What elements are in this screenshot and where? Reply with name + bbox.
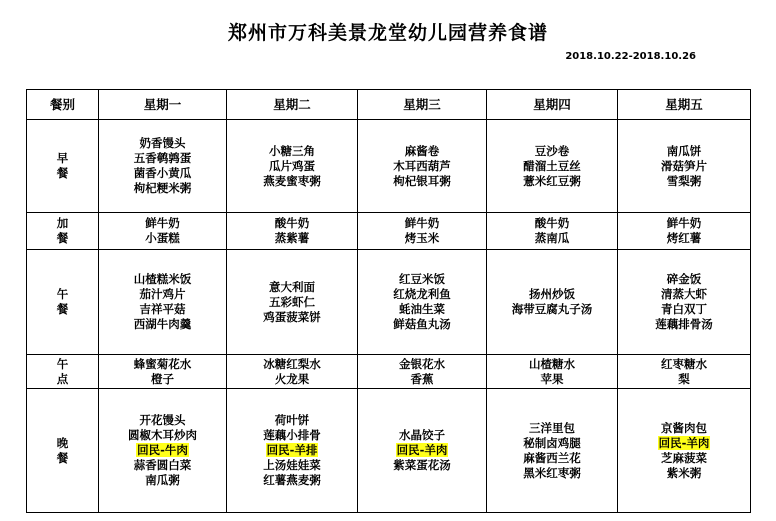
dish-name: 上汤娃娃菜 <box>263 458 321 472</box>
menu-item <box>227 413 357 428</box>
menu-cell <box>99 213 227 250</box>
meal-label <box>27 355 99 389</box>
dish-name: 蒸南瓜 <box>534 231 570 245</box>
dish-name: 苹果 <box>540 371 564 386</box>
menu-cell <box>487 389 618 513</box>
menu-cell <box>358 213 487 250</box>
menu-item <box>487 451 617 466</box>
dish-name: 紫米粥 <box>666 465 702 480</box>
highlighted-dish: 回民-羊排 <box>266 443 318 457</box>
menu-item <box>99 458 226 473</box>
menu-item <box>99 302 226 317</box>
menu-cell <box>227 213 358 250</box>
dish-name: 枸杞粳米粥 <box>133 181 192 195</box>
dish-name: 莲藕排骨汤 <box>655 317 713 331</box>
dish-name: 意大利面 <box>269 279 315 294</box>
dish-name: 麻酱西兰花 <box>523 450 581 465</box>
menu-item <box>99 231 226 246</box>
menu-item <box>358 174 486 189</box>
dish-name: 圆椒木耳炒肉 <box>128 428 197 442</box>
dish-name: 酸牛奶 <box>274 216 310 230</box>
header-row <box>27 90 751 120</box>
meal-row <box>27 120 751 213</box>
menu-cell <box>99 389 227 513</box>
dish-name: 黑米红枣粥 <box>523 465 581 480</box>
meal-label <box>27 120 99 213</box>
header-cell: 星期二 <box>227 90 358 120</box>
dish-name: 鲜菇鱼丸汤 <box>393 317 451 331</box>
dish-name: 荷叶饼 <box>274 413 310 427</box>
menu-cell <box>487 120 618 213</box>
menu-item <box>227 174 357 189</box>
dish-name: 酸牛奶 <box>534 216 570 230</box>
menu-item <box>99 181 226 196</box>
dish-name: 芝麻菠菜 <box>661 450 707 465</box>
menu-cell <box>487 213 618 250</box>
dish-name: 木耳西葫芦 <box>393 158 451 173</box>
meal-row <box>27 213 751 250</box>
menu-item <box>99 151 226 166</box>
menu-item <box>487 357 617 372</box>
menu-item <box>99 317 226 332</box>
dish-name: 扬州炒饭 <box>529 287 575 301</box>
menu-item <box>99 428 226 443</box>
dish-name: 京酱肉包 <box>661 420 707 435</box>
menu-item <box>618 287 750 302</box>
dish-name: 红烧龙利鱼 <box>393 287 451 301</box>
menu-item <box>227 473 357 488</box>
dish-name: 鲜牛奶 <box>666 216 702 230</box>
meal-label-char: 午 <box>56 356 69 371</box>
menu-item <box>618 302 750 317</box>
dish-name: 山楂糕米饭 <box>133 272 192 286</box>
menu-item <box>487 287 617 302</box>
meal-label-char: 加 <box>56 216 69 230</box>
meal-label-char: 早 <box>56 151 69 165</box>
menu-item <box>358 443 486 458</box>
menu-item <box>99 443 226 458</box>
meal-label-char: 晚 <box>56 435 69 450</box>
menu-cell <box>99 355 227 389</box>
dish-name: 红枣糖水 <box>661 356 707 371</box>
dish-name: 水晶饺子 <box>399 428 445 442</box>
dish-name: 山楂糖水 <box>529 356 575 371</box>
dish-name: 冰糖红梨水 <box>263 356 321 371</box>
menu-item <box>618 466 750 481</box>
header-cell: 星期一 <box>99 90 227 120</box>
menu-cell <box>99 120 227 213</box>
dish-name: 红薯燕麦粥 <box>263 473 321 487</box>
menu-item <box>227 159 357 174</box>
menu-item <box>618 216 750 231</box>
menu-cell <box>227 389 358 513</box>
menu-cell <box>227 120 358 213</box>
page-title: 郑州市万科美景龙堂幼儿园营养食谱 <box>227 22 548 44</box>
menu-item <box>227 428 357 443</box>
menu-item <box>227 372 357 387</box>
meal-label-char: 午 <box>56 287 69 301</box>
menu-cell <box>618 250 751 355</box>
menu-item <box>227 357 357 372</box>
menu-item <box>618 174 750 189</box>
menu-item <box>487 466 617 481</box>
menu-item <box>618 436 750 451</box>
menu-item <box>358 287 486 302</box>
meal-label-char: 餐 <box>56 450 69 465</box>
menu-item <box>487 302 617 317</box>
dish-name: 五彩虾仁 <box>269 294 315 309</box>
dish-name: 醋溜土豆丝 <box>523 158 581 173</box>
dish-name: 菌香小黄瓜 <box>133 166 192 180</box>
menu-item <box>487 159 617 174</box>
header-cell: 餐别 <box>27 90 99 120</box>
menu-item <box>227 280 357 295</box>
menu-item <box>618 451 750 466</box>
header-cell: 星期四 <box>487 90 618 120</box>
dish-name: 火龙果 <box>274 371 310 386</box>
menu-item <box>487 144 617 159</box>
highlighted-dish: 回民-牛肉 <box>137 443 188 457</box>
menu-cell <box>358 120 487 213</box>
dish-name: 五香鹌鹑蛋 <box>133 151 192 165</box>
dish-name: 紫菜蛋花汤 <box>393 458 451 472</box>
dish-name: 海带豆腐丸子汤 <box>511 302 593 316</box>
dish-name: 红豆米饭 <box>399 272 445 286</box>
dish-name: 麻酱卷 <box>404 143 440 158</box>
menu-cell <box>618 389 751 513</box>
menu-cell <box>487 250 618 355</box>
dish-name: 橙子 <box>151 371 174 386</box>
dish-name: 蜂蜜菊花水 <box>133 356 192 371</box>
meal-row <box>27 250 751 355</box>
menu-item <box>618 357 750 372</box>
menu-item <box>358 272 486 287</box>
menu-item <box>618 421 750 436</box>
menu-item <box>99 166 226 181</box>
menu-cell <box>618 355 751 389</box>
dish-name: 瓜片鸡蛋 <box>269 158 315 173</box>
menu-item <box>99 357 226 372</box>
meal-row <box>27 389 751 513</box>
meal-label <box>27 250 99 355</box>
dish-name: 鸡蛋菠菜饼 <box>263 309 321 324</box>
dish-name: 南瓜粥 <box>145 473 180 487</box>
menu-item <box>99 372 226 387</box>
dish-name: 鲜牛奶 <box>404 216 440 230</box>
menu-item <box>99 272 226 287</box>
dish-name: 滑菇笋片 <box>661 158 707 173</box>
menu-cell <box>618 213 751 250</box>
menu-item <box>358 458 486 473</box>
menu-item <box>358 302 486 317</box>
dish-name: 秘制卤鸡腿 <box>523 435 581 450</box>
menu-item <box>358 428 486 443</box>
menu-item <box>618 272 750 287</box>
meal-label-char: 餐 <box>56 166 69 180</box>
dish-name: 薏米红豆粥 <box>523 173 581 188</box>
menu-item <box>358 231 486 246</box>
menu-item <box>227 295 357 310</box>
menu-item <box>487 174 617 189</box>
dish-name: 清蒸大虾 <box>661 287 707 301</box>
menu-item <box>618 231 750 246</box>
dish-name: 茄汁鸡片 <box>139 287 186 301</box>
highlighted-dish: 回民-羊肉 <box>396 443 448 457</box>
menu-item <box>99 413 226 428</box>
menu-item <box>99 136 226 151</box>
dish-name: 青白双丁 <box>661 302 707 316</box>
dish-name: 南瓜饼 <box>666 143 702 158</box>
menu-item <box>227 458 357 473</box>
dish-name: 莲藕小排骨 <box>263 428 321 442</box>
menu-cell <box>99 250 227 355</box>
header-cell: 星期五 <box>618 90 751 120</box>
menu-table <box>26 89 751 513</box>
menu-item <box>618 317 750 332</box>
dish-name: 枸杞银耳粥 <box>393 173 451 188</box>
menu-item <box>358 372 486 387</box>
menu-item <box>358 144 486 159</box>
menu-item <box>227 144 357 159</box>
dish-name: 蚝油生菜 <box>399 302 445 316</box>
menu-item <box>618 159 750 174</box>
meal-label-char: 餐 <box>56 231 69 245</box>
highlighted-dish: 回民-羊肉 <box>658 435 710 450</box>
dish-name: 燕麦蜜枣粥 <box>263 173 321 188</box>
dish-name: 梨 <box>678 371 690 386</box>
dish-name: 蒸紫薯 <box>274 231 310 245</box>
menu-item <box>487 436 617 451</box>
menu-cell <box>618 120 751 213</box>
dish-name: 吉祥平菇 <box>139 302 186 316</box>
meal-label-char: 餐 <box>56 302 69 316</box>
dish-name: 烤红薯 <box>666 231 702 245</box>
dish-name: 小蛋糕 <box>145 231 180 245</box>
menu-item <box>227 231 357 246</box>
menu-item <box>618 372 750 387</box>
menu-cell <box>487 355 618 389</box>
menu-item <box>227 216 357 231</box>
dish-name: 雪梨粥 <box>666 173 702 188</box>
menu-item <box>358 317 486 332</box>
menu-item <box>487 372 617 387</box>
dish-name: 奶香馒头 <box>139 136 186 150</box>
meal-label <box>27 389 99 513</box>
dish-name: 三洋里包 <box>529 420 575 435</box>
menu-item <box>487 421 617 436</box>
menu-item <box>99 473 226 488</box>
dish-name: 金银花水 <box>399 356 445 371</box>
menu-item <box>487 231 617 246</box>
meal-label <box>27 213 99 250</box>
menu-cell <box>358 355 487 389</box>
menu-item <box>99 287 226 302</box>
header-cell: 星期三 <box>358 90 487 120</box>
meal-row <box>27 355 751 389</box>
menu-item <box>618 144 750 159</box>
menu-item <box>227 310 357 325</box>
menu-item <box>358 216 486 231</box>
menu-item <box>358 357 486 372</box>
dish-name: 开花馒头 <box>139 413 186 427</box>
menu-cell <box>358 389 487 513</box>
dish-name: 碎金饭 <box>666 272 702 286</box>
dish-name: 香蕉 <box>410 371 434 386</box>
menu-cell <box>358 250 487 355</box>
dish-name: 鲜牛奶 <box>145 216 180 230</box>
dish-name: 小糖三角 <box>269 143 315 158</box>
menu-item <box>99 216 226 231</box>
dish-name: 蒜香圆白菜 <box>133 458 192 472</box>
menu-cell <box>227 250 358 355</box>
menu-item <box>358 159 486 174</box>
dish-name: 烤玉米 <box>404 231 440 245</box>
meal-label-char: 点 <box>56 371 69 386</box>
date-range: 2018.10.22-2018.10.26 <box>565 51 696 62</box>
menu-item <box>227 443 357 458</box>
menu-item <box>487 216 617 231</box>
dish-name: 西湖牛肉羹 <box>133 317 192 331</box>
dish-name: 豆沙卷 <box>534 143 570 158</box>
menu-cell <box>227 355 358 389</box>
